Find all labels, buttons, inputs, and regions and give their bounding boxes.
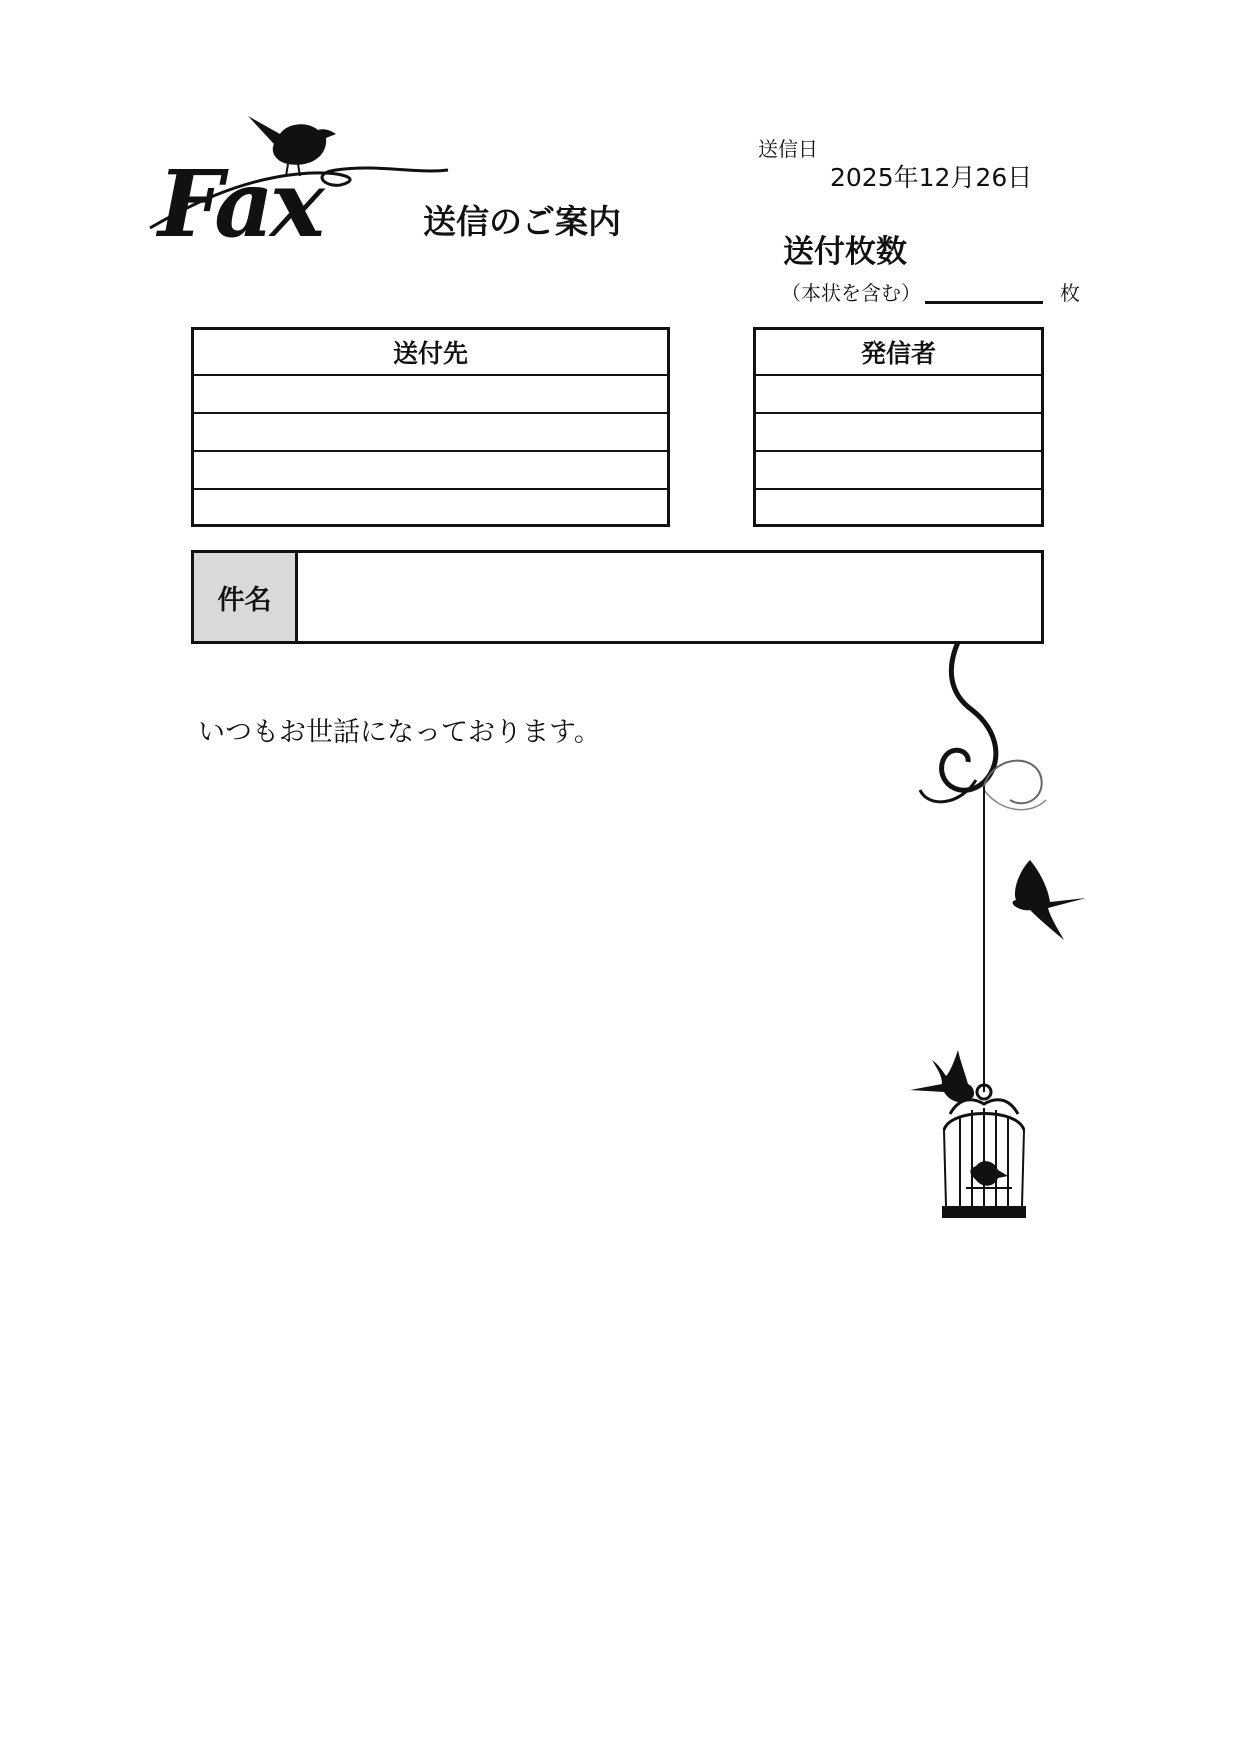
recipient-table (191, 327, 670, 527)
recipient-header: 送付先 (392, 339, 468, 368)
send-date-value[interactable]: 2025年12月26日 (830, 163, 1033, 192)
sender-row[interactable] (756, 488, 1041, 526)
sender-table (753, 327, 1044, 527)
recipient-row[interactable] (194, 374, 667, 412)
swallow-icon (1013, 860, 1086, 940)
sender-header: 発信者 (860, 339, 936, 368)
sender-row[interactable] (756, 450, 1041, 488)
subject-label: 件名 (194, 553, 298, 641)
page-count-unit: 枚 (1060, 281, 1080, 305)
birdcage-icon (942, 1085, 1026, 1218)
swallow-icon (910, 1050, 974, 1102)
recipient-row[interactable] (194, 412, 667, 450)
birdcage-decoration (880, 640, 1100, 1240)
greeting-text: いつもお世話になっております。 (198, 717, 601, 748)
recipient-row[interactable] (194, 450, 667, 488)
logo-fax-word: Fax (158, 150, 321, 258)
swirl-icon (920, 642, 1046, 810)
logo-subtitle: 送信のご案内 (423, 202, 621, 241)
page-count-field[interactable] (925, 301, 1043, 304)
recipient-row[interactable] (194, 488, 667, 526)
page-count-title: 送付枚数 (783, 234, 907, 270)
subject-field[interactable] (298, 553, 1041, 641)
sender-row[interactable] (756, 374, 1041, 412)
sender-row[interactable] (756, 412, 1041, 450)
fax-logo (148, 110, 668, 258)
send-date-label: 送信日 (758, 137, 818, 161)
page-count-note: （本状を含む） (781, 281, 921, 305)
subject-row (191, 550, 1044, 644)
